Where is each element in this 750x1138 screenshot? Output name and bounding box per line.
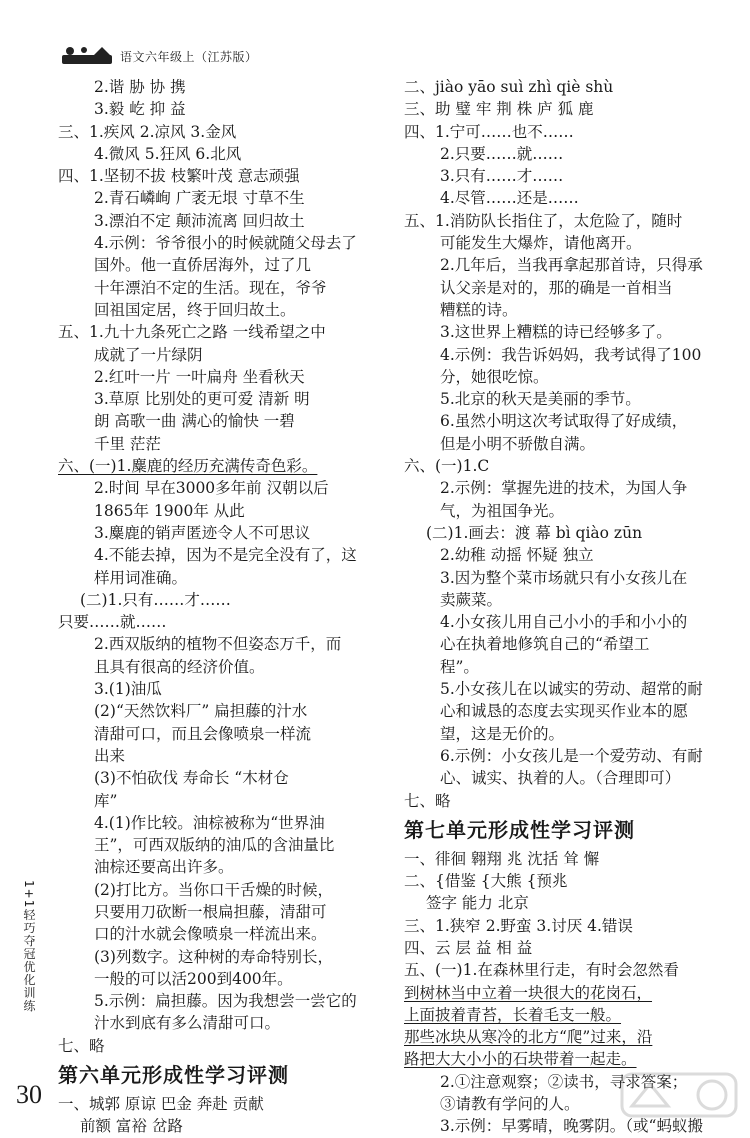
right-answer-line: [404, 611, 724, 633]
answer-text: 七、略: [404, 791, 451, 810]
answer-text: 七、略: [58, 1036, 105, 1055]
right-answer-line: [404, 410, 724, 432]
section-heading: [58, 1057, 390, 1093]
answer-text: 3.这世界上糟糕的诗已经够多了。: [440, 323, 672, 342]
answer-text: 5.小女孩儿在以诚实的劳动、超常的耐: [440, 680, 703, 699]
answer-text: (3)列数字。这种树的寿命特别长，: [94, 947, 333, 966]
answer-text: 4.(1)作比较。油棕被称为“世界油: [94, 813, 325, 832]
right-answer-line: [404, 567, 724, 589]
answer-text: 王”，可西双版纳的油瓜的含油量比: [94, 836, 335, 855]
left-answer-line: [58, 187, 390, 209]
left-answer-line: [58, 946, 390, 968]
section-heading-text: 第七单元形成性学习评测: [404, 817, 635, 842]
answer-text: 5.示例：扁担藤。因为我想尝一尝它的: [94, 992, 357, 1011]
section-heading-text: 第六单元形成性学习评测: [58, 1063, 289, 1088]
answer-text: (2)“天然饮料厂” 扁担藤的汁水: [94, 702, 308, 721]
right-answer-line: [404, 656, 724, 678]
answer-text: 清甜可口，而且会像喷泉一样流: [94, 724, 312, 743]
right-answer-line: [404, 500, 724, 522]
right-answer-column: [404, 76, 724, 1138]
right-answer-line: [404, 165, 724, 187]
answer-text: 油棕还要高出许多。: [94, 858, 234, 877]
answer-text: 汁水到底有多么清甜可口。: [94, 1014, 281, 1033]
answer-text: 2.示例：掌握先进的技术，为国人争: [440, 479, 688, 498]
left-answer-line: [58, 500, 390, 522]
right-answer-line: [404, 848, 724, 870]
answer-text: 但是小明不骄傲自满。: [440, 434, 596, 453]
answer-text: 4.示例：我告诉妈妈，我考试得了100: [440, 345, 702, 364]
left-answer-line: [58, 1035, 390, 1057]
right-answer-line: [404, 254, 724, 276]
page-header: [60, 44, 258, 68]
left-answer-line: [58, 723, 390, 745]
answer-text: 样用词准确。: [94, 568, 188, 587]
answer-text: 2.几年后，当我再拿起那首诗，只得承: [440, 256, 703, 275]
answer-text: 3.草原 比别处的更可爱 清新 明: [94, 390, 310, 409]
left-answer-line: [58, 611, 390, 633]
left-answer-line: [58, 812, 390, 834]
left-answer-line: [58, 344, 390, 366]
answer-text: (2)打比方。当你口干舌燥的时候，: [94, 880, 333, 899]
right-answer-line: [404, 723, 724, 745]
answer-text: 五、(一)1.在森林里行走，有时会忽然看: [404, 961, 679, 980]
left-answer-line: [58, 388, 390, 410]
left-answer-line: [58, 544, 390, 566]
answer-text: 出来: [94, 746, 126, 765]
answer-text: 五、1.九十九条死亡之路 一线希望之中: [58, 323, 326, 342]
left-answer-line: [58, 121, 390, 143]
right-answer-line: [404, 589, 724, 611]
answer-text: 一般的可以活200到400年。: [94, 969, 293, 988]
book-series-logo-icon: [60, 45, 116, 67]
answer-text: 心和诚恳的态度去实现买作业本的愿: [440, 702, 689, 721]
right-answer-line: [404, 187, 724, 209]
right-answer-line: [404, 477, 724, 499]
answer-text: 千里 茫茫: [94, 434, 161, 453]
left-answer-line: [58, 767, 390, 789]
right-answer-line: [404, 321, 724, 343]
right-answer-line: [404, 937, 724, 959]
answer-text: 一、城郭 原谅 巴金 奔赴 贡献: [58, 1095, 264, 1114]
section-heading: [404, 812, 724, 848]
right-answer-line: [404, 366, 724, 388]
answer-text: 3.(1)油瓜: [94, 680, 162, 699]
answer-text: 2.幼稚 动摇 怀疑 独立: [440, 546, 594, 565]
left-answer-line: [58, 1093, 390, 1115]
right-answer-line: [404, 98, 724, 120]
right-answer-line: [404, 522, 724, 544]
left-answer-line: [58, 990, 390, 1012]
left-answer-line: [58, 656, 390, 678]
answer-text: 糟糕的诗。: [440, 300, 518, 319]
right-answer-line: [404, 745, 724, 767]
left-answer-line: [58, 790, 390, 812]
answer-text: (3)不怕砍伐 寿命长 “木材仓: [94, 769, 289, 788]
left-answer-line: [58, 834, 390, 856]
answer-text: 6.示例：小女孩儿是一个爱劳动、有耐: [440, 746, 703, 765]
book-title: 语文六年级上（江苏版）: [120, 49, 258, 64]
answer-text: 二、jiào yāo suì zhì qiè shù: [404, 78, 614, 96]
right-answer-line: [404, 433, 724, 455]
answer-text: 成就了一片绿阴: [94, 345, 203, 364]
right-answer-line: [404, 633, 724, 655]
answer-text: 且具有很高的经济价值。: [94, 657, 265, 676]
left-answer-line: [58, 366, 390, 388]
answer-text: 3.只有……才……: [440, 167, 564, 186]
answer-text: 二、{借鉴 {大熊 {预兆: [404, 872, 568, 891]
right-answer-line: [404, 892, 724, 914]
left-answer-line: [58, 76, 390, 98]
right-answer-line: [404, 143, 724, 165]
left-answer-line: [58, 455, 390, 477]
answer-text: 6.虽然小明这次考试取得了好成绩，: [440, 412, 688, 431]
answer-text: 4.示例：爷爷很小的时候就随父母去了: [94, 234, 357, 253]
left-answer-line: [58, 410, 390, 432]
right-answer-line: [404, 210, 724, 232]
answer-text: 十年漂泊不定的生活。现在，爷爷: [94, 278, 327, 297]
right-answer-line: [404, 344, 724, 366]
right-answer-line: [404, 1004, 724, 1026]
watermark-logo-icon: [620, 1072, 738, 1118]
left-answer-line: [58, 678, 390, 700]
answer-text: 四、1.坚韧不拔 枝繁叶茂 意志顽强: [58, 167, 300, 186]
answer-text: 认父亲是对的，那的确是一首相当: [440, 278, 673, 297]
left-answer-line: [58, 901, 390, 923]
answer-text: 朗 高歌一曲 满心的愉快 一碧: [94, 412, 295, 431]
answer-text: ③请教有学问的人。: [440, 1095, 580, 1114]
answer-text: 望，这是无价的。: [440, 724, 565, 743]
answer-text: 3.示例：早雾晴，晚雾阴。（或“蚂蚁搬: [440, 1117, 703, 1136]
answer-text: 到树林当中立着一块很大的花岗石，: [404, 983, 653, 1002]
right-answer-line: [404, 1048, 724, 1070]
series-sidebar-label: 1+1轻巧夺冠优化训练: [22, 880, 36, 1013]
answer-text: 五、1.消防队长指住了，太危险了，随时: [404, 211, 683, 230]
answer-text: 分，她很吃惊。: [440, 367, 549, 386]
answer-text: 卖蕨菜。: [440, 590, 503, 609]
answer-text: 三、1.狭窄 2.野蛮 3.讨厌 4.错误: [404, 916, 633, 935]
left-answer-line: [58, 321, 390, 343]
answer-text: 2.①注意观察；②读书，寻求答案；: [440, 1072, 688, 1091]
answer-text: 库”: [94, 791, 118, 810]
answer-text: 4.小女孩儿用自己小小的手和小小的: [440, 613, 688, 632]
left-answer-line: [58, 433, 390, 455]
right-answer-line: [404, 959, 724, 981]
right-answer-line: [404, 1026, 724, 1048]
answer-text: 四、云 层 益 相 益: [404, 938, 533, 957]
left-answer-line: [58, 633, 390, 655]
left-answer-line: [58, 1012, 390, 1034]
answer-text: 2.青石嶙峋 广袤无垠 寸草不生: [94, 189, 305, 208]
answer-text: 2.谐 胁 协 携: [94, 78, 186, 96]
answer-text: 5.北京的秋天是美丽的季节。: [440, 390, 641, 409]
left-answer-line: [58, 745, 390, 767]
right-answer-line: [404, 455, 724, 477]
right-answer-line: [404, 388, 724, 410]
answer-text: 可能发生大爆炸，请他离开。: [440, 234, 642, 253]
answer-text: 4.不能去掉，因为不是完全没有了，这: [94, 546, 357, 565]
answer-text: 2.时间 早在3000多年前 汉朝以后: [94, 479, 329, 498]
right-answer-line: [404, 678, 724, 700]
left-answer-line: [58, 477, 390, 499]
answer-text: 只要……就……: [58, 613, 167, 632]
right-answer-line: [404, 982, 724, 1004]
answer-text: 3.漂泊不定 颠沛流离 回归故土: [94, 211, 305, 230]
answer-text: 程”。: [440, 657, 479, 676]
answer-text: 口的汁水就会像喷泉一样流出来。: [94, 925, 327, 944]
left-answer-line: [58, 567, 390, 589]
answer-text: 路把大大小小的石块带着一起走。: [404, 1050, 637, 1069]
right-answer-line: [404, 870, 724, 892]
right-answer-line: [404, 915, 724, 937]
left-answer-line: [58, 700, 390, 722]
left-answer-line: [58, 277, 390, 299]
left-answer-line: [58, 923, 390, 945]
left-answer-line: [58, 589, 390, 611]
answer-text: 六、(一)1.C: [404, 457, 490, 476]
answer-text: 三、1.疾风 2.凉风 3.金风: [58, 122, 237, 141]
answer-text: 三、助 璧 牢 荆 株 庐 狐 鹿: [404, 100, 594, 119]
right-answer-line: [404, 76, 724, 98]
answer-text: 1865年 1900年 从此: [94, 501, 245, 520]
right-answer-line: [404, 232, 724, 254]
left-answer-line: [58, 299, 390, 321]
left-answer-column: [58, 76, 390, 1138]
answer-text: 2.红叶一片 一叶扁舟 坐看秋天: [94, 367, 305, 386]
answer-text: 上面披着青苔，长着毛支一般。: [404, 1005, 622, 1024]
answer-text: 那些冰块从寒冷的北方“爬”过来，沿: [404, 1028, 653, 1047]
answer-text: 气，为祖国争光。: [440, 501, 565, 520]
answer-text: 六、(一)1.麋鹿的经历充满传奇色彩。: [58, 457, 318, 476]
answer-text: (二)1.画去：渡 幕 bì qiào zūn: [426, 523, 643, 542]
answer-text: 四、1.宁可……也不……: [404, 122, 574, 141]
left-answer-line: [58, 879, 390, 901]
answer-text: 4.微风 5.狂风 6.北风: [94, 144, 242, 163]
answer-text: 签字 能力 北京: [426, 894, 529, 913]
left-answer-line: [58, 232, 390, 254]
answer-text: 国外。他一直侨居海外，过了几: [94, 256, 312, 275]
answer-text: 只要用刀砍断一根扁担藤，清甜可: [94, 902, 327, 921]
answer-text: 4.尽管……还是……: [440, 189, 579, 208]
right-answer-line: [404, 767, 724, 789]
answer-text: 3.毅 屹 抑 益: [94, 100, 186, 119]
answer-text: 3.麋鹿的销声匿迹令人不可思议: [94, 523, 311, 542]
left-answer-line: [58, 856, 390, 878]
answer-text: 2.西双版纳的植物不但姿态万千，而: [94, 635, 342, 654]
right-answer-line: [404, 299, 724, 321]
right-answer-line: [404, 544, 724, 566]
answer-text: 回祖国定居，终于回归故土。: [94, 300, 296, 319]
page-number: 30: [16, 1080, 42, 1109]
answer-text: 一、徘徊 翱翔 兆 沈括 耸 懈: [404, 849, 600, 868]
left-answer-line: [58, 165, 390, 187]
left-answer-line: [58, 968, 390, 990]
right-answer-line: [404, 121, 724, 143]
answer-text: 前额 富裕 岔路: [80, 1117, 183, 1136]
answer-text: 心在执着地修筑自己的“希望工: [440, 635, 650, 654]
answer-text: 心、诚实、执着的人。（合理即可）: [440, 769, 681, 788]
left-answer-line: [58, 143, 390, 165]
left-answer-line: [58, 254, 390, 276]
left-answer-line: [58, 522, 390, 544]
left-answer-line: [58, 98, 390, 120]
right-answer-line: [404, 700, 724, 722]
answer-text: 2.只要……就……: [440, 144, 564, 163]
right-answer-line: [404, 277, 724, 299]
right-answer-line: [404, 790, 724, 812]
left-answer-line: [58, 210, 390, 232]
answer-text: 3.因为整个菜市场就只有小女孩儿在: [440, 568, 688, 587]
answer-text: (二)1.只有……才……: [80, 590, 231, 609]
